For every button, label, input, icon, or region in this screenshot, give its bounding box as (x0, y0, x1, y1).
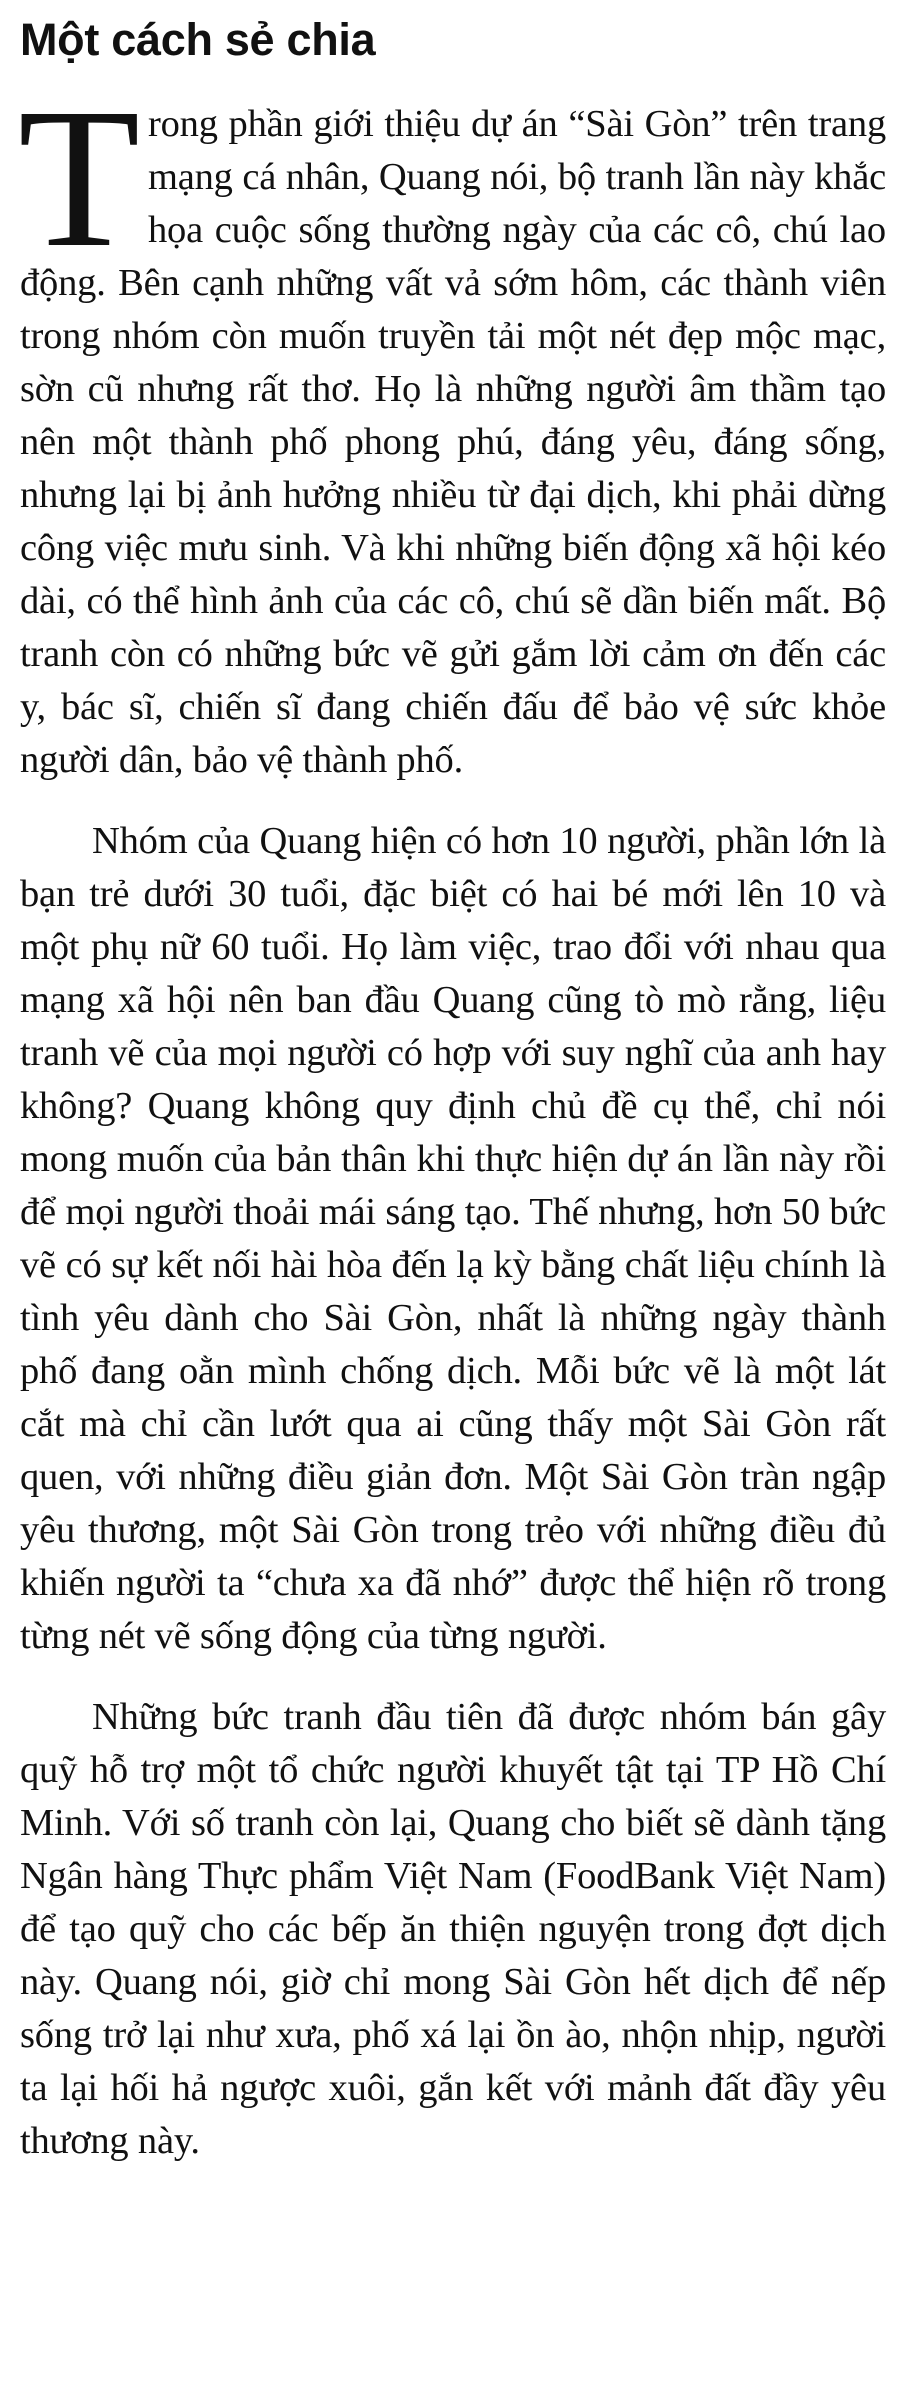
paragraph-1-text: rong phần giới thiệu dự án “Sài Gòn” trên trang mạng cá nhân, Quang nói, bộ tranh lần này khắc họa cuộc sống thường ngày của các cô, chú lao động. Bên cạnh những vất vả sớm hôm, các thành viên trong nhóm còn muốn truyền tải một nét đẹp mộc mạc, sờn cũ nhưng rất thơ. Họ là những người âm thầm tạo nên một thành phố phong phú, đáng yêu, đáng sống, nhưng lại bị ảnh hưởng nhiều từ đại dịch, khi phải dừng công việc mưu sinh. Và khi những biến động xã hội kéo dài, có thể hình ảnh của các cô, chú sẽ dần biến mất. Bộ tranh còn có những bức vẽ gửi gắm lời cảm ơn đến các y, bác sĩ, chiến sĩ đang chiến đấu để bảo vệ sức khỏe người dân, bảo vệ thành phố. (20, 103, 886, 781)
article-paragraph-2: Nhóm của Quang hiện có hơn 10 người, phần lớn là bạn trẻ dưới 30 tuổi, đặc biệt có hai bé mới lên 10 và một phụ nữ 60 tuổi. Họ làm việc, trao đổi với nhau qua mạng xã hội nên ban đầu Quang cũng tò mò rằng, liệu tranh vẽ của mọi người có hợp với suy nghĩ của anh hay không? Quang không quy định chủ đề cụ thể, chỉ nói mong muốn của bản thân khi thực hiện dự án lần này rồi để mọi người thoải mái sáng tạo. Thế nhưng, hơn 50 bức vẽ có sự kết nối hài hòa đến lạ kỳ bằng chất liệu chính là tình yêu dành cho Sài Gòn, nhất là những ngày thành phố đang oằn mình chống dịch. Mỗi bức vẽ là một lát cắt mà chỉ cần lướt qua ai cũng thấy một Sài Gòn rất quen, với những điều giản đơn. Một Sài Gòn tràn ngập yêu thương, một Sài Gòn trong trẻo với những điều đủ khiến người ta “chưa xa đã nhớ” được thể hiện rõ trong từng nét vẽ sống động của từng người. (20, 820, 886, 1657)
drop-cap: T (18, 68, 140, 289)
article-paragraph-1 (18, 68, 886, 787)
article (20, 0, 886, 2168)
article-paragraph-3: Những bức tranh đầu tiên đã được nhóm bán gây quỹ hỗ trợ một tổ chức người khuyết tật tại TP Hồ Chí Minh. Với số tranh còn lại, Quang cho biết sẽ dành tặng Ngân hàng Thực phẩm Việt Nam (FoodBank Việt Nam) để tạo quỹ cho các bếp ăn thiện nguyện trong đợt dịch này. Quang nói, giờ chỉ mong Sài Gòn hết dịch để nếp sống trở lại như xưa, phố xá lại ồn ào, nhộn nhịp, người ta lại hối hả ngược xuôi, gắn kết với mảnh đất đầy yêu thương này. (20, 1696, 886, 2162)
article-title: Một cách sẻ chia (20, 14, 376, 65)
